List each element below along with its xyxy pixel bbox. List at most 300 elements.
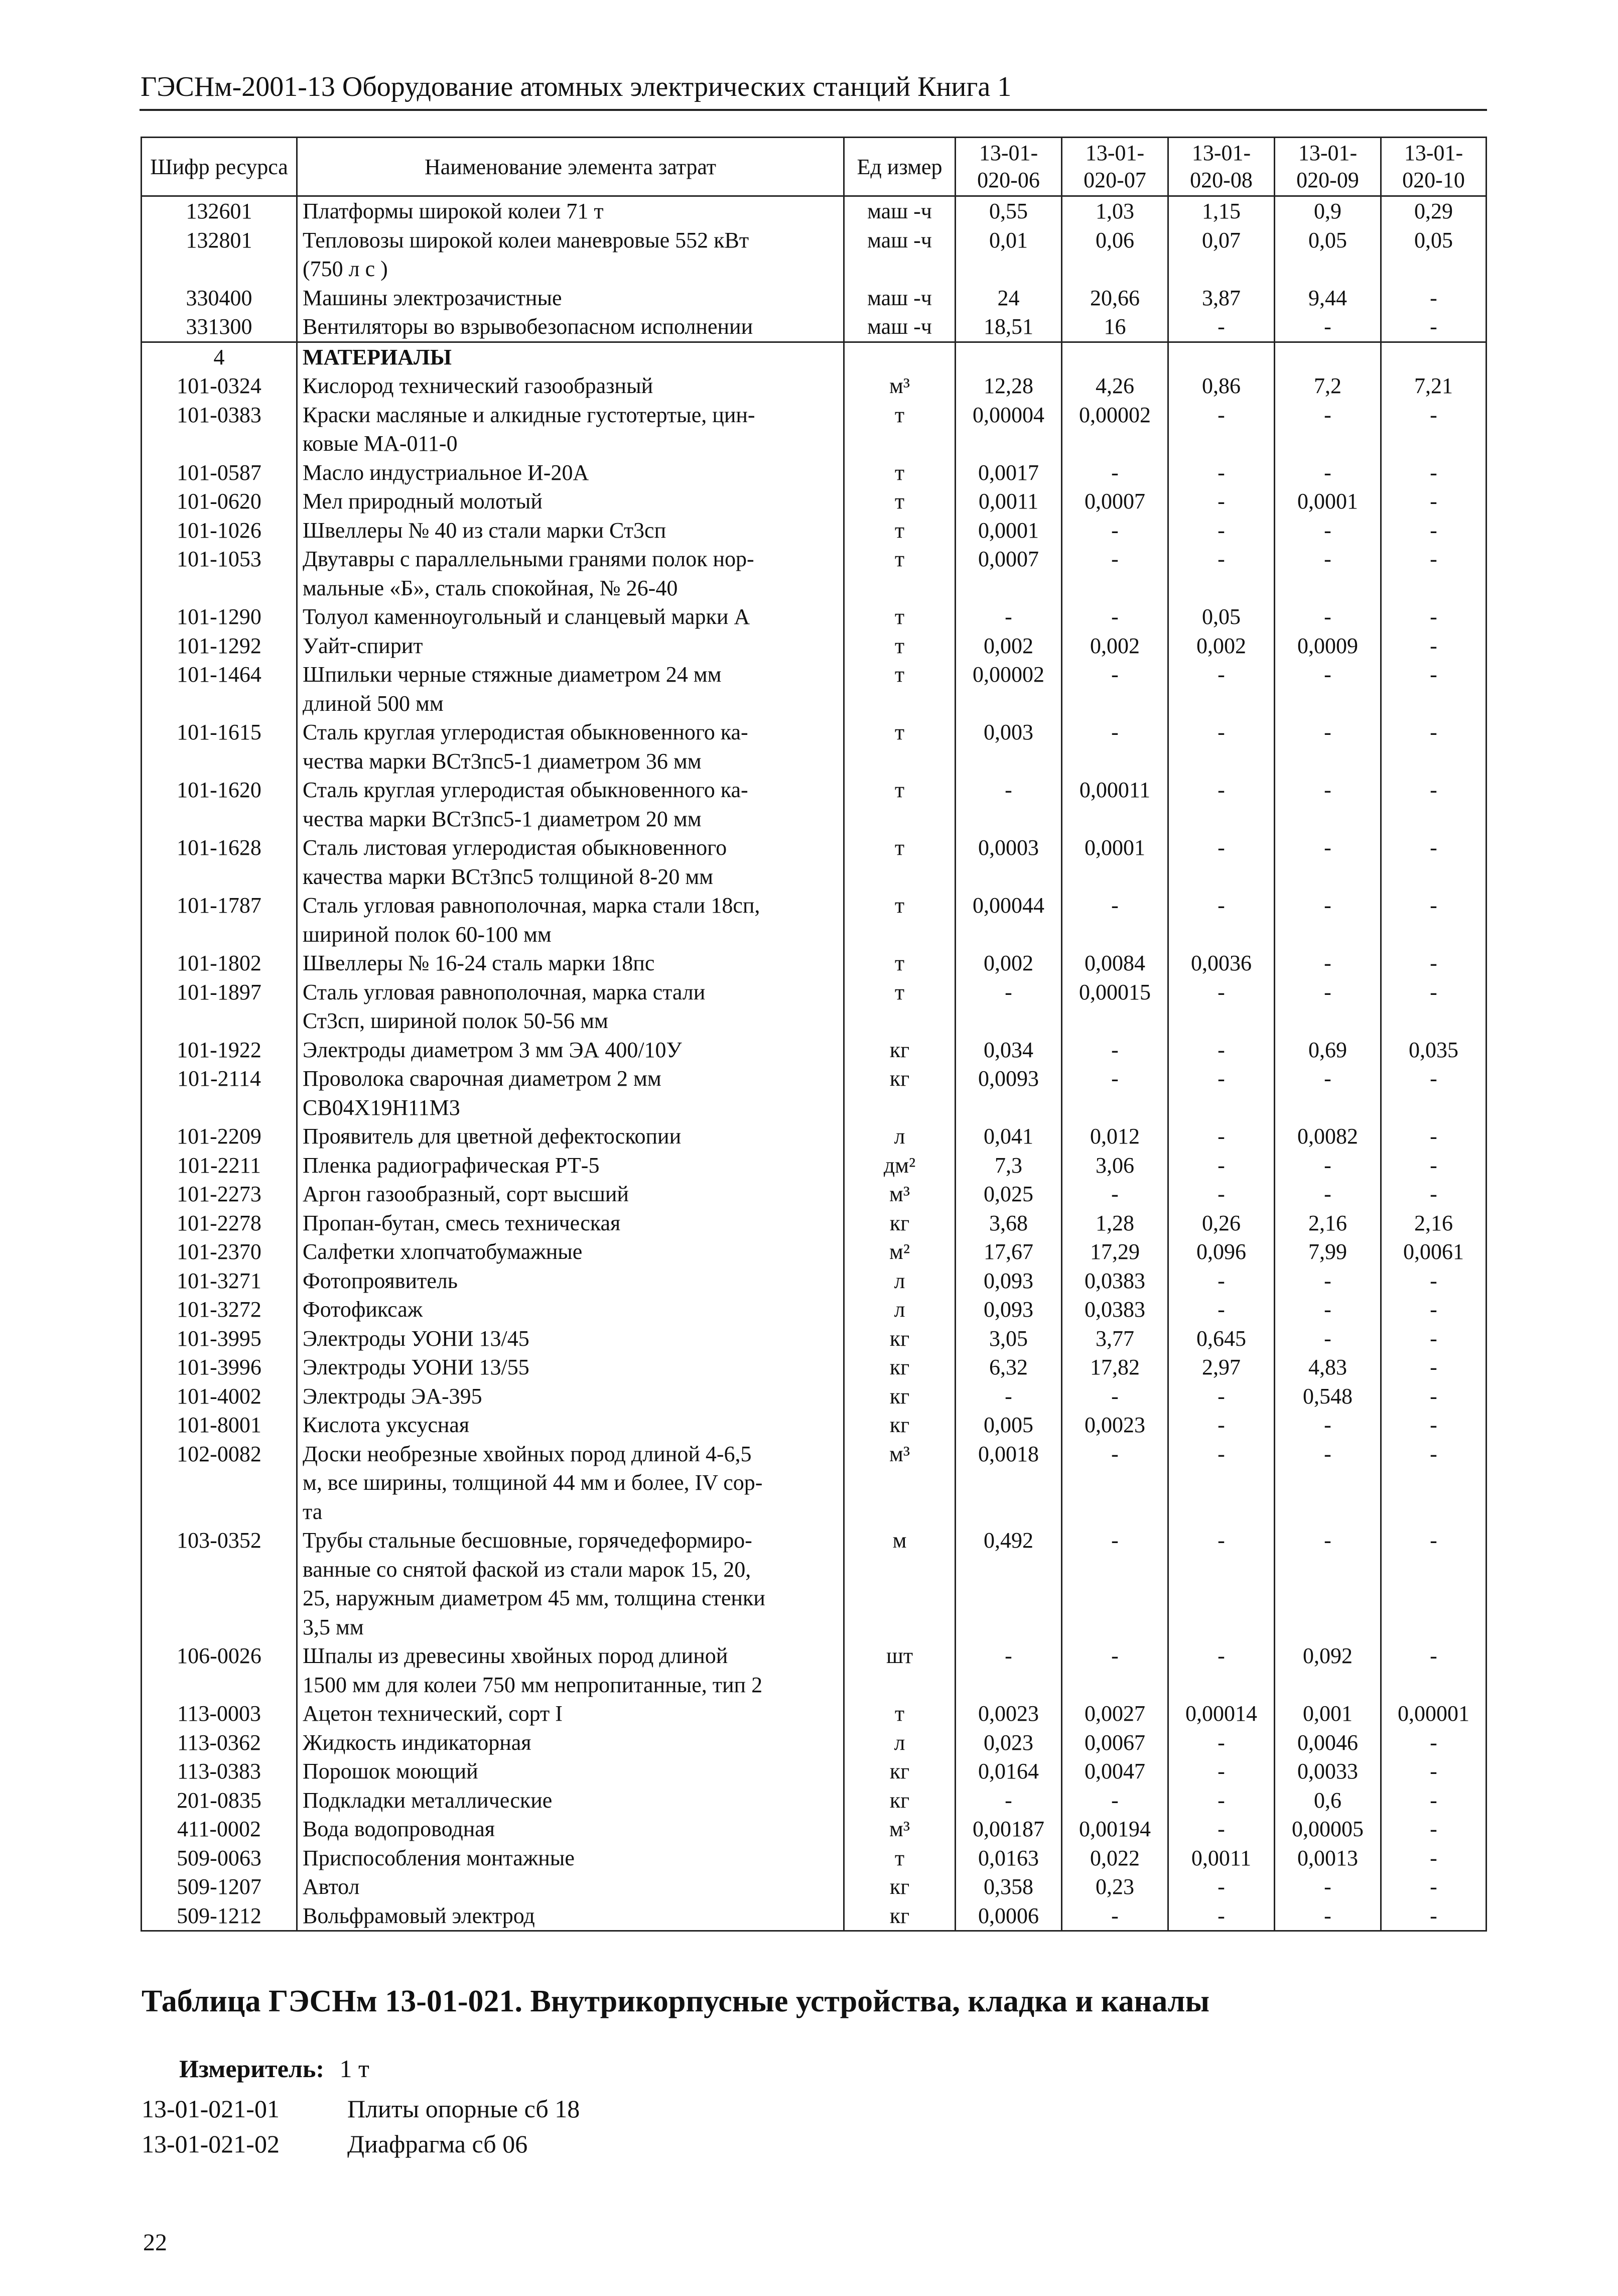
item-row <box>142 2129 527 2158</box>
table-row <box>142 1901 1487 1931</box>
table-row <box>142 487 1487 516</box>
table-row <box>142 978 1487 1036</box>
value-cell: 2,16 <box>1381 1209 1487 1238</box>
value-cell: - <box>1168 833 1275 891</box>
resource-code: 201-0835 <box>142 1786 297 1815</box>
value-cell: - <box>1381 1324 1487 1353</box>
value-cell: 0,001 <box>1275 1699 1381 1728</box>
value-cell: - <box>956 978 1062 1036</box>
table-row <box>142 1064 1487 1122</box>
header-col-1-text: 13-01- 020-06 <box>977 141 1040 192</box>
value-cell <box>1062 342 1168 371</box>
unit-cell: т <box>844 631 956 661</box>
resource-name: Порошок моющий <box>297 1757 844 1786</box>
unit-cell: т <box>844 401 956 458</box>
header-col-1 <box>956 138 1062 196</box>
value-cell: - <box>1062 1064 1168 1122</box>
value-cell: 0,0164 <box>956 1757 1062 1786</box>
unit-cell: т <box>844 833 956 891</box>
value-cell: - <box>1168 516 1275 545</box>
resource-code: 101-1802 <box>142 949 297 978</box>
table-row <box>142 401 1487 458</box>
resource-code: 101-1026 <box>142 516 297 545</box>
resource-code: 411-0002 <box>142 1815 297 1844</box>
resource-code: 101-2278 <box>142 1209 297 1238</box>
resource-name: Краски масляные и алкидные густотертые, цин- ковые МА-011-0 <box>297 401 844 458</box>
resource-code: 102-0082 <box>142 1440 297 1526</box>
value-cell: - <box>1275 891 1381 949</box>
value-cell: - <box>1381 1844 1487 1873</box>
value-cell: 0,6 <box>1275 1786 1381 1815</box>
value-cell: 4,83 <box>1275 1353 1381 1382</box>
unit-cell: л <box>844 1728 956 1757</box>
value-cell: - <box>1381 1526 1487 1641</box>
value-cell: 0,0163 <box>956 1844 1062 1873</box>
item-code: 13-01-021-01 <box>142 2095 280 2123</box>
unit-cell: т <box>844 1844 956 1873</box>
measure-value: 1 т <box>339 2055 369 2083</box>
value-cell: 0,0001 <box>956 516 1062 545</box>
value-cell: - <box>1381 1872 1487 1901</box>
value-cell: - <box>1062 1382 1168 1411</box>
value-cell: - <box>1168 718 1275 776</box>
measure-label: Измеритель: <box>179 2055 325 2083</box>
unit-cell: кг <box>844 1786 956 1815</box>
value-cell: 0,9 <box>1275 196 1381 226</box>
value-cell: 0,492 <box>956 1526 1062 1641</box>
unit-cell: кг <box>844 1382 956 1411</box>
value-cell: - <box>1381 545 1487 602</box>
value-cell: - <box>1168 312 1275 342</box>
value-cell: - <box>1381 516 1487 545</box>
value-cell: - <box>1062 1180 1168 1209</box>
value-cell: - <box>1168 545 1275 602</box>
table-header-row <box>142 138 1487 196</box>
resource-code: 101-1053 <box>142 545 297 602</box>
running-header: ГЭСНм-2001-13 Оборудование атомных электрических станций Книга 1 <box>141 71 1012 102</box>
resource-name: Жидкость индикаторная <box>297 1728 844 1757</box>
value-cell: - <box>1381 776 1487 833</box>
unit-cell: кг <box>844 1324 956 1353</box>
value-cell: 3,68 <box>956 1209 1062 1238</box>
resource-code: 103-0352 <box>142 1526 297 1641</box>
resource-code: 113-0003 <box>142 1699 297 1728</box>
resource-name: Двутавры с параллельными гранями полок нор- мальные «Б», сталь спокойная, № 26-40 <box>297 545 844 602</box>
value-cell: - <box>1275 401 1381 458</box>
table-row <box>142 1440 1487 1526</box>
value-cell: - <box>1381 949 1487 978</box>
resource-name: Аргон газообразный, сорт высший <box>297 1180 844 1209</box>
table-row <box>142 1382 1487 1411</box>
value-cell: 0,86 <box>1168 371 1275 401</box>
value-cell: - <box>1381 1728 1487 1757</box>
resource-name: Автол <box>297 1872 844 1901</box>
table-row <box>142 196 1487 226</box>
measure-line <box>179 2054 369 2083</box>
value-cell: - <box>956 1786 1062 1815</box>
unit-cell: кг <box>844 1209 956 1238</box>
value-cell: - <box>1168 978 1275 1036</box>
resource-name: Ацетон технический, сорт I <box>297 1699 844 1728</box>
resource-name: Фотопроявитель <box>297 1266 844 1296</box>
resource-name: Шпильки черные стяжные диаметром 24 мм длиной 500 мм <box>297 660 844 718</box>
value-cell: - <box>1168 1266 1275 1296</box>
resource-name: Сталь угловая равнополочная, марка стали Ст3сп, шириной полок 50-56 мм <box>297 978 844 1036</box>
value-cell: 0,0006 <box>956 1901 1062 1931</box>
unit-cell: л <box>844 1295 956 1324</box>
value-cell: 17,67 <box>956 1237 1062 1266</box>
unit-cell: л <box>844 1122 956 1151</box>
value-cell: 0,002 <box>1062 631 1168 661</box>
resource-name: Приспособления монтажные <box>297 1844 844 1873</box>
value-cell: 0,00002 <box>1062 401 1168 458</box>
table-row <box>142 458 1487 487</box>
unit-cell <box>844 342 956 371</box>
value-cell: - <box>1168 1064 1275 1122</box>
value-cell: - <box>1275 1901 1381 1931</box>
table-row <box>142 602 1487 631</box>
value-cell: 0,0023 <box>1062 1411 1168 1440</box>
resource-name: Электроды УОНИ 13/45 <box>297 1324 844 1353</box>
value-cell: 0,0009 <box>1275 631 1381 661</box>
value-cell: 0,0023 <box>956 1699 1062 1728</box>
value-cell: - <box>1062 1440 1168 1526</box>
resource-name: Швеллеры № 16-24 сталь марки 18пс <box>297 949 844 978</box>
value-cell: 12,28 <box>956 371 1062 401</box>
unit-cell: маш -ч <box>844 284 956 313</box>
table-row <box>142 226 1487 284</box>
unit-cell: м² <box>844 1237 956 1266</box>
value-cell: - <box>1168 1411 1275 1440</box>
value-cell: - <box>1275 1180 1381 1209</box>
resource-code: 101-8001 <box>142 1411 297 1440</box>
value-cell: - <box>1275 1411 1381 1440</box>
table-row <box>142 516 1487 545</box>
value-cell: - <box>1275 1295 1381 1324</box>
value-cell: 0,005 <box>956 1411 1062 1440</box>
value-cell: 1,28 <box>1062 1209 1168 1238</box>
value-cell: 2,16 <box>1275 1209 1381 1238</box>
unit-cell: м³ <box>844 1440 956 1526</box>
value-cell: - <box>956 602 1062 631</box>
item-name: Плиты опорные сб 18 <box>347 2095 580 2123</box>
value-cell: - <box>1168 1757 1275 1786</box>
resource-code: 331300 <box>142 312 297 342</box>
table-body <box>142 196 1487 1931</box>
value-cell: 0,00014 <box>1168 1699 1275 1728</box>
value-cell <box>956 342 1062 371</box>
value-cell: 0,0061 <box>1381 1237 1487 1266</box>
resource-name: Машины электрозачистные <box>297 284 844 313</box>
value-cell: - <box>1381 458 1487 487</box>
value-cell: - <box>1381 891 1487 949</box>
resource-name: Проявитель для цветной дефектоскопии <box>297 1122 844 1151</box>
value-cell: - <box>1168 891 1275 949</box>
value-cell: - <box>1275 602 1381 631</box>
value-cell: 0,0007 <box>956 545 1062 602</box>
unit-cell: кг <box>844 1036 956 1065</box>
unit-cell: м³ <box>844 371 956 401</box>
table-row <box>142 1151 1487 1180</box>
unit-cell: л <box>844 1266 956 1296</box>
value-cell: - <box>1381 1440 1487 1526</box>
value-cell: 0,093 <box>956 1266 1062 1296</box>
value-cell: - <box>1381 1122 1487 1151</box>
value-cell: - <box>1381 1180 1487 1209</box>
value-cell: 0,0082 <box>1275 1122 1381 1151</box>
resource-code: 106-0026 <box>142 1641 297 1699</box>
value-cell: - <box>1381 602 1487 631</box>
resource-code: 509-1207 <box>142 1872 297 1901</box>
unit-cell: шт <box>844 1641 956 1699</box>
value-cell: - <box>1381 1064 1487 1122</box>
table-row <box>142 1180 1487 1209</box>
value-cell <box>1168 342 1275 371</box>
value-cell: - <box>1381 718 1487 776</box>
resource-name: Швеллеры № 40 из стали марки Ст3сп <box>297 516 844 545</box>
value-cell: 0,69 <box>1275 1036 1381 1065</box>
resource-name: Пропан-бутан, смесь техническая <box>297 1209 844 1238</box>
value-cell: 7,3 <box>956 1151 1062 1180</box>
value-cell: - <box>1062 891 1168 949</box>
table-row <box>142 1237 1487 1266</box>
value-cell: 0,0093 <box>956 1064 1062 1122</box>
value-cell: 0,0383 <box>1062 1295 1168 1324</box>
value-cell: - <box>1275 1151 1381 1180</box>
item-row <box>142 2094 580 2123</box>
value-cell: 0,26 <box>1168 1209 1275 1238</box>
value-cell: 0,07 <box>1168 226 1275 284</box>
value-cell: 0,00005 <box>1275 1815 1381 1844</box>
resource-name: Сталь угловая равнополочная, марка стали 18сп, шириной полок 60-100 мм <box>297 891 844 949</box>
table-row <box>142 1266 1487 1296</box>
value-cell: - <box>1275 516 1381 545</box>
value-cell: 0,00044 <box>956 891 1062 949</box>
unit-cell: т <box>844 458 956 487</box>
resource-code: 101-0620 <box>142 487 297 516</box>
value-cell: - <box>1381 1266 1487 1296</box>
resource-name: Сталь круглая углеродистая обыкновенного ка- чества марки ВСт3пс5-1 диаметром 20 мм <box>297 776 844 833</box>
table-row <box>142 1036 1487 1065</box>
table-row <box>142 1699 1487 1728</box>
value-cell: 0,0383 <box>1062 1266 1168 1296</box>
value-cell: - <box>1168 776 1275 833</box>
value-cell: - <box>1168 1036 1275 1065</box>
table-row <box>142 1526 1487 1641</box>
table-row <box>142 718 1487 776</box>
value-cell: - <box>1381 284 1487 313</box>
value-cell: 18,51 <box>956 312 1062 342</box>
value-cell: - <box>1381 978 1487 1036</box>
resource-name: Шпалы из древесины хвойных пород длиной 1500 мм для колеи 750 мм непропитанные, тип 2 <box>297 1641 844 1699</box>
header-col-4-text: 13-01- 020-09 <box>1296 141 1359 192</box>
unit-cell: кг <box>844 1872 956 1901</box>
unit-cell: маш -ч <box>844 312 956 342</box>
item-name: Диафрагма сб 06 <box>347 2130 528 2158</box>
value-cell: - <box>956 776 1062 833</box>
value-cell: 0,645 <box>1168 1324 1275 1353</box>
table-row <box>142 1411 1487 1440</box>
value-cell: - <box>1168 1122 1275 1151</box>
resource-name: Электроды УОНИ 13/55 <box>297 1353 844 1382</box>
header-col-3-text: 13-01- 020-08 <box>1190 141 1253 192</box>
value-cell: 0,548 <box>1275 1382 1381 1411</box>
table-row <box>142 891 1487 949</box>
value-cell: - <box>1168 487 1275 516</box>
header-code: Шифр ресурса <box>142 138 297 196</box>
resource-code: 101-1620 <box>142 776 297 833</box>
resource-code: 101-1290 <box>142 602 297 631</box>
resource-code: 101-1292 <box>142 631 297 661</box>
value-cell: 3,05 <box>956 1324 1062 1353</box>
value-cell: - <box>1168 401 1275 458</box>
value-cell: - <box>1062 1901 1168 1931</box>
value-cell: 7,21 <box>1381 371 1487 401</box>
value-cell: 0,0003 <box>956 833 1062 891</box>
header-rule <box>140 109 1487 111</box>
value-cell: - <box>1381 1641 1487 1699</box>
resource-code: 101-1615 <box>142 718 297 776</box>
value-cell: - <box>1275 718 1381 776</box>
value-cell: - <box>1062 1641 1168 1699</box>
resource-code: 101-3996 <box>142 1353 297 1382</box>
value-cell: - <box>1275 949 1381 978</box>
value-cell: 0,0011 <box>1168 1844 1275 1873</box>
value-cell: 0,0001 <box>1275 487 1381 516</box>
resource-name: Электроды диаметром 3 мм ЭА 400/10У <box>297 1036 844 1065</box>
table-row <box>142 371 1487 401</box>
value-cell: 0,05 <box>1275 226 1381 284</box>
value-cell: - <box>1168 1295 1275 1324</box>
value-cell: 0,00187 <box>956 1815 1062 1844</box>
section-title: МАТЕРИАЛЫ <box>297 342 844 371</box>
header-col-2 <box>1062 138 1168 196</box>
value-cell: 7,2 <box>1275 371 1381 401</box>
value-cell: 0,025 <box>956 1180 1062 1209</box>
table-row <box>142 1641 1487 1699</box>
value-cell: - <box>1168 1728 1275 1757</box>
value-cell: 0,00011 <box>1062 776 1168 833</box>
value-cell: 17,82 <box>1062 1353 1168 1382</box>
value-cell: - <box>1275 833 1381 891</box>
unit-cell: т <box>844 1699 956 1728</box>
table-row <box>142 312 1487 342</box>
value-cell: 1,03 <box>1062 196 1168 226</box>
value-cell: - <box>1062 1526 1168 1641</box>
table-row <box>142 833 1487 891</box>
unit-cell: м³ <box>844 1815 956 1844</box>
value-cell: 0,00194 <box>1062 1815 1168 1844</box>
value-cell: 0,041 <box>956 1122 1062 1151</box>
value-cell: 0,035 <box>1381 1036 1487 1065</box>
value-cell: - <box>1062 516 1168 545</box>
table-row <box>142 1815 1487 1844</box>
resource-table <box>141 137 1487 1932</box>
value-cell: - <box>1381 833 1487 891</box>
value-cell: - <box>1275 458 1381 487</box>
table-row <box>142 284 1487 313</box>
value-cell: - <box>1381 1757 1487 1786</box>
value-cell: 6,32 <box>956 1353 1062 1382</box>
value-cell: 0,29 <box>1381 196 1487 226</box>
value-cell: 4,26 <box>1062 371 1168 401</box>
value-cell: - <box>1168 660 1275 718</box>
value-cell: 0,0007 <box>1062 487 1168 516</box>
value-cell: 0,092 <box>1275 1641 1381 1699</box>
resource-name: Уайт-спирит <box>297 631 844 661</box>
value-cell: 0,00002 <box>956 660 1062 718</box>
resource-code: 101-0383 <box>142 401 297 458</box>
unit-cell: кг <box>844 1064 956 1122</box>
resource-name: Пленка радиографическая РТ-5 <box>297 1151 844 1180</box>
value-cell: 0,00001 <box>1381 1699 1487 1728</box>
resource-name: Платформы широкой колеи 71 т <box>297 196 844 226</box>
value-cell: - <box>1381 1901 1487 1931</box>
unit-cell: т <box>844 978 956 1036</box>
header-col-5 <box>1381 138 1487 196</box>
value-cell: - <box>1381 312 1487 342</box>
value-cell: - <box>1381 631 1487 661</box>
resource-name: Фотофиксаж <box>297 1295 844 1324</box>
resource-code: 101-3272 <box>142 1295 297 1324</box>
unit-cell: кг <box>844 1411 956 1440</box>
value-cell: 0,023 <box>956 1728 1062 1757</box>
value-cell: - <box>1275 1266 1381 1296</box>
resource-name: Электроды ЭА-395 <box>297 1382 844 1411</box>
value-cell: - <box>1381 1815 1487 1844</box>
resource-name: Кислота уксусная <box>297 1411 844 1440</box>
resource-code: 4 <box>142 342 297 371</box>
value-cell: 0,0027 <box>1062 1699 1168 1728</box>
value-cell: - <box>1275 545 1381 602</box>
table-row <box>142 1324 1487 1353</box>
value-cell: 3,06 <box>1062 1151 1168 1180</box>
resource-code: 509-0063 <box>142 1844 297 1873</box>
value-cell: - <box>1062 1036 1168 1065</box>
value-cell: - <box>1062 1786 1168 1815</box>
unit-cell: маш -ч <box>844 196 956 226</box>
resource-code: 101-1464 <box>142 660 297 718</box>
value-cell: - <box>1381 1151 1487 1180</box>
value-cell: - <box>1168 1440 1275 1526</box>
resource-code: 113-0362 <box>142 1728 297 1757</box>
value-cell: 0,0017 <box>956 458 1062 487</box>
resource-name: Вода водопроводная <box>297 1815 844 1844</box>
page-number: 22 <box>143 2229 167 2256</box>
resource-code: 101-2209 <box>142 1122 297 1151</box>
value-cell: 0,0084 <box>1062 949 1168 978</box>
value-cell: - <box>1168 1151 1275 1180</box>
resource-code: 101-1897 <box>142 978 297 1036</box>
resource-code: 101-2114 <box>142 1064 297 1122</box>
value-cell: 0,034 <box>956 1036 1062 1065</box>
table-row <box>142 1295 1487 1324</box>
value-cell: 20,66 <box>1062 284 1168 313</box>
value-cell: - <box>1381 487 1487 516</box>
value-cell: 0,0018 <box>956 1440 1062 1526</box>
resource-code: 330400 <box>142 284 297 313</box>
unit-cell: т <box>844 718 956 776</box>
value-cell: 0,022 <box>1062 1844 1168 1873</box>
value-cell: 0,096 <box>1168 1237 1275 1266</box>
value-cell: 0,05 <box>1168 602 1275 631</box>
table-row <box>142 660 1487 718</box>
value-cell: 0,002 <box>956 949 1062 978</box>
resource-code: 101-1628 <box>142 833 297 891</box>
value-cell: - <box>1381 1786 1487 1815</box>
value-cell: 0,0013 <box>1275 1844 1381 1873</box>
table-row <box>142 1872 1487 1901</box>
